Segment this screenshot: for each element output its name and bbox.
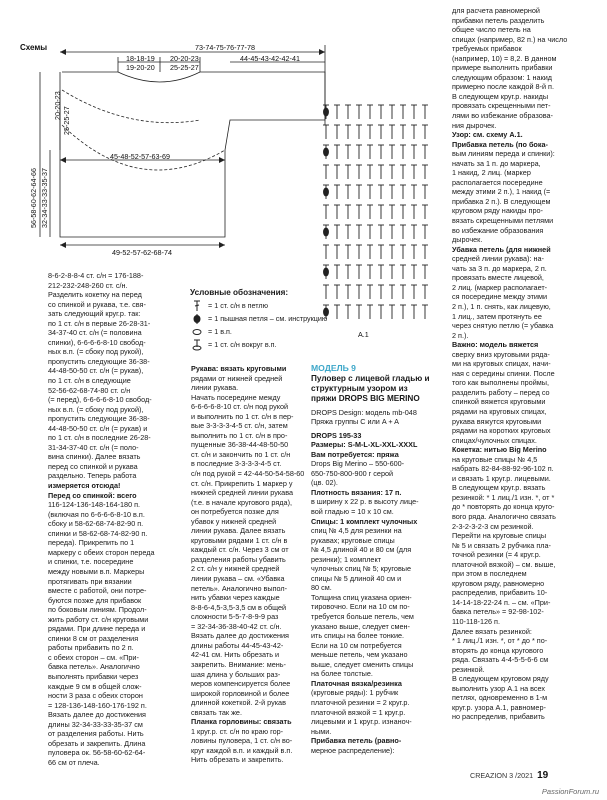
text-line: вые 3-3-3-3-4-5 ст. с/н, затем <box>191 421 288 431</box>
text-line: выполнить узор A.1 на всех <box>452 683 546 693</box>
design-line: DROPS Design: модель mb-048 <box>311 407 417 417</box>
legend-text: = 1 ст. с/н в петлю <box>208 301 269 310</box>
text-line: платочной вязкой = 1 круг.р. <box>311 707 406 717</box>
page-number: 19 <box>537 770 549 781</box>
text-line: Перед со спинкой: всего <box>48 490 137 500</box>
text-line: сложности 5-5-7-8-9-9 раз <box>191 612 279 622</box>
watermark: PassionForum.ru <box>541 787 599 796</box>
text-line: между новыми в.п. Маркеры <box>48 566 145 576</box>
text-line: ных в.п. (= сбоку под рукой), <box>48 404 144 414</box>
text-line: 1 лиц., затем протянуть ее <box>452 311 542 321</box>
text-line: Разделить кокетку на перед <box>48 290 142 300</box>
text-line: круговом ряду накиды про- <box>452 206 543 216</box>
text-line: спицы № 5 длиной 40 см и <box>311 573 402 583</box>
text-line: 650-750-800-900 г серой <box>311 468 394 478</box>
text-line: Вязать далее до достижения <box>191 631 289 641</box>
text-line: прибавка 2 п.). В следующем <box>452 196 551 206</box>
text-line: 6-6-6-6-8-10 ст. с/н под рукой <box>191 402 289 412</box>
text-line: чулочных спиц № 5; круговые <box>311 564 412 574</box>
text-line: рядами на круговых спицах, <box>452 406 547 416</box>
chart-puff <box>324 188 329 196</box>
text-line: между этими 2 п.), 1 накид (= <box>452 187 551 197</box>
text-line: обрезать и закрепить. Длина <box>48 738 146 748</box>
text-line: Прибавка петель (по бока- <box>452 139 548 149</box>
text-line: буются позже для прибавок <box>48 595 142 605</box>
text-line: связать так же. <box>191 707 242 717</box>
text-line: 2 п.). <box>452 330 469 340</box>
yoke-height-label-2: 25-25-27 <box>62 106 71 135</box>
text-line: лицевыми и 1 круг.р. изнаноч- <box>311 717 412 727</box>
total-length-label: 56-58-60-62-64-66 <box>29 168 38 228</box>
text-line: линии рукава – см. «Убавка <box>191 574 285 584</box>
text-line: 42-41 см. Нить обрезать и <box>191 650 280 660</box>
text-line: Важно: модель вяжется <box>452 340 539 350</box>
text-line: до * повторять до конца круго- <box>452 502 555 512</box>
text-line: требуемых прибавок <box>452 44 522 54</box>
text-line: Прибавка петель (равно- <box>311 736 402 746</box>
text-line: 31-34-37-40 ст. с/н (= поло- <box>48 442 139 452</box>
text-line: Рукава: вязать круговыми <box>191 364 287 373</box>
text-line: 2 лиц. (маркер располагает- <box>452 282 548 292</box>
puff-stitch-icon <box>190 313 204 325</box>
text-line: указано выше, следует смен- <box>311 621 410 631</box>
text-line: по 1 ст. с/н в последние 26-28- <box>48 433 151 443</box>
text-line: тировочно. Если на 10 см по- <box>311 602 410 612</box>
text-line: петлях, одновременно в 1-м <box>452 693 548 703</box>
text-line: вина спинки). Далее вязать <box>48 452 141 462</box>
text-line: вторять до конца кругового <box>452 645 544 655</box>
text-line: он потребуется позже для <box>191 507 279 517</box>
text-line: выполнять прибавки через <box>48 671 139 681</box>
text-line: Спицы: 1 комплект чулочных <box>311 516 418 526</box>
hem-width-label: 49-52-57-62-68-74 <box>112 248 172 257</box>
neck-mid-label-1: 20-20-23 <box>170 54 199 63</box>
model-title: Пуловер с лицевой гладью и структурным узором из пряжи DROPS BIG MERINO <box>311 373 430 403</box>
text-line: линии рукава. <box>191 383 239 393</box>
text-line: 8-8-6-4,5-3,5-3,5 см в общей <box>191 602 287 612</box>
text-line: круг.р. узора A.1, равномер- <box>452 702 546 712</box>
text-line: ными. <box>311 726 332 736</box>
text-line: через снятую петлю (= убавка <box>452 321 554 331</box>
text-line: сбоку и 58-62-68-74-82-90 п. <box>48 519 144 529</box>
text-line: Планка горловины: связать <box>191 717 292 727</box>
text-line: ст. с/н и закончить по 1 ст. с/н <box>191 449 291 459</box>
text-line: 80 см. <box>311 583 332 593</box>
text-line: 1 накид, 2 лиц. (маркер <box>452 168 531 178</box>
text-line: рядами от нижней средней <box>191 373 283 383</box>
text-line: круговыми рядами 1 ст. с/н в <box>191 535 288 545</box>
legend-item <box>190 312 355 325</box>
legend-text: = 1 пышная петля – см. инструкцию <box>208 314 328 323</box>
chest-width-label: 45-48-52-57-63-69 <box>110 152 170 161</box>
text-line: того как выполнены проймы, <box>452 378 549 388</box>
text-line: Плотность вязания: 17 п. <box>311 487 402 497</box>
text-line: от разделения работы. Нить <box>48 729 144 739</box>
text-line: вого ряда. Аналогично связать <box>452 511 556 521</box>
text-line: спицах/чулочных спицах. <box>452 435 537 445</box>
text-line: Нить обрезать и закрепить. <box>191 755 284 765</box>
text-line: выше, следует сменить спицы <box>311 659 414 669</box>
text-line: распределив, прибавить 10- <box>452 588 548 598</box>
text-line: пропустить следующие 36-38- <box>48 356 150 366</box>
text-line: (= перед), 6-6-6-6-8-10 свобод- <box>48 395 152 405</box>
text-line: ст. с/н. Прикрепить 1 маркер у <box>191 478 293 488</box>
text-column-4 <box>452 6 576 722</box>
text-line: общее число петель на <box>452 25 531 35</box>
text-line: 52-56-62-68-74-80 ст. с/н <box>48 385 131 395</box>
text-line: меров компенсируется более <box>191 679 291 689</box>
legend-item <box>190 338 355 351</box>
text-line: ся посередине между этими <box>452 292 548 302</box>
text-line: линии рукава. Далее вязать <box>191 526 286 536</box>
text-line: 34-37-40 ст. с/н (= половина <box>48 328 142 338</box>
text-line: ных в.п. (= сбоку под рукой), <box>48 347 144 357</box>
legend-item <box>190 325 355 338</box>
text-line: 2 п.), 1 п. снять, как лицевую, <box>452 301 551 311</box>
text-line: провязать вместе лицевой, <box>452 273 544 283</box>
legend-text: = 1 ст. с/н вокруг в.п. <box>208 340 277 349</box>
text-line: разделить работу – перед со <box>452 387 550 397</box>
text-line: ми на круговых спицах, начи- <box>452 359 551 369</box>
text-line: (круговые ряды): 1 рубчик <box>311 688 399 698</box>
neck-mid-label-2: 25-25-27 <box>170 63 199 72</box>
text-line: ния дырочек. <box>452 120 497 130</box>
col3-body <box>311 440 435 755</box>
text-line: ности 3 раза с обеих сторон <box>48 691 143 701</box>
schema-title: Схемы <box>20 43 48 52</box>
text-line: вым линиям переда и спинки): <box>452 149 555 159</box>
text-line: спинкой вяжется круговыми <box>452 397 546 407</box>
text-line: рукава вяжутся круговыми <box>452 416 542 426</box>
text-line: 116-124-136-148-164-180 п. <box>48 500 141 510</box>
text-line: разделения работы убавить <box>191 554 286 564</box>
chart-label: A.1 <box>358 330 369 339</box>
text-line: Если на 10 см потребуется <box>311 640 402 650</box>
text-line: резинкой: * 1 лиц./1 изн. *, от * <box>452 492 555 502</box>
text-line: лями во избежание образова- <box>452 111 553 121</box>
text-line: круг каждой в.п. и каждый в.п. <box>191 745 293 755</box>
page-footer <box>470 770 548 781</box>
text-line: точной резинки (= 4 круг.р. <box>452 550 541 560</box>
text-line: во избежание образования <box>452 225 544 235</box>
text-line: спицах (например, 82 п.) на число <box>452 34 568 44</box>
text-line: в ширину x 22 р. в высоту лице- <box>311 497 419 507</box>
legend-title: Условные обозначения: <box>190 288 289 297</box>
text-line: длины работы 44-45-43-42- <box>191 640 284 650</box>
text-line: № 4,5 длиной 40 и 80 см (для <box>311 545 412 555</box>
text-line: Платочная вязка/резинка <box>311 678 402 688</box>
text-line: спинки и 58-62-68-74-82-90 п. <box>48 528 148 538</box>
text-line: платочной резинки = 2 круг.р. <box>311 697 410 707</box>
text-line: Начать посередине между <box>191 392 281 402</box>
text-line: на более толстые. <box>311 669 373 679</box>
chart-puff <box>324 268 329 276</box>
text-line: рукавах; круговые спицы <box>311 535 395 545</box>
text-line: располагается посередине <box>452 177 543 187</box>
text-line: средней линии рукава): на- <box>452 254 544 264</box>
text-line: = 32-34-36-38-40-42 ст. с/н. <box>191 621 282 631</box>
text-line: зать следующий круг.р. так: <box>48 309 141 319</box>
text-line: убавок у нижней средней <box>191 516 277 526</box>
text-line: длинной кокеткой. 2-й рукав <box>191 698 286 708</box>
text-line: со спинкой и рукава, т.е. свя- <box>48 299 146 309</box>
text-line: № 5 и связать 2 рубчика пла- <box>452 540 551 550</box>
text-line: * 1 лиц./1 изн. *, от * до * по- <box>452 636 548 646</box>
text-line: В следующем круг.р. вязать <box>452 483 546 493</box>
text-line: бавка петель». Аналогично <box>48 662 140 672</box>
text-line: при этом в последнем <box>452 569 527 579</box>
text-line: петель». Аналогично выпол- <box>191 583 288 593</box>
text-line: переда). Прикрепить по 1 <box>48 538 135 548</box>
text-line: Толщина спиц указана ориен- <box>311 592 412 602</box>
text-line: по 1 ст. с/н в первые 26-28-31- <box>48 318 151 328</box>
text-line: 1 круг.р. ст. с/н по краю гор- <box>191 726 284 736</box>
text-line: платочной вязкой) – см. выше, <box>452 559 556 569</box>
yoke-height-label-1: 20-20-23 <box>53 91 62 120</box>
body-length-label: 32-34-33-33-35-37 <box>40 168 49 228</box>
legend <box>190 288 355 351</box>
text-line: измеряется отсюда! <box>48 481 121 491</box>
text-line: работы прибавить по 2 п. <box>48 643 134 653</box>
text-line: нить убавки через каждые <box>191 593 280 603</box>
text-line: для расчета равномерной <box>452 6 540 15</box>
text-line: примере выполнить прибавки <box>452 63 553 73</box>
text-line: (например, 10) = 8,2. В данном <box>452 53 557 63</box>
text-line: Вязать далее до достижения <box>48 710 146 720</box>
text-line: длины 32-34-33-33-35-37 см <box>48 719 143 729</box>
text-line: резинкой. <box>452 664 485 674</box>
chain-stitch-icon <box>190 326 204 338</box>
text-line: вязать скрещенными петлями <box>452 216 554 226</box>
text-line: В следующем круг.р. накиды <box>452 91 549 101</box>
text-line: закрепить. Внимание: мень- <box>191 659 286 669</box>
chart-puff <box>324 148 329 156</box>
text-line: (цв. 02). <box>311 478 338 488</box>
text-line: (т.е. в начале кругового ряда), <box>191 497 293 507</box>
text-line: нижней средней линии рукава <box>191 488 294 498</box>
text-line: жить работу ст. с/н круговыми <box>48 614 149 624</box>
text-line: сверху вниз круговыми ряда- <box>452 349 550 359</box>
text-line: примерно после каждой 8-й п. <box>452 82 554 92</box>
text-line: 110-118-126 п. <box>452 617 500 626</box>
text-line: Вам потребуется: пряжа <box>311 449 399 459</box>
text-line: ряда. Связать 4-4-5-5-6-6 см <box>452 655 549 665</box>
yarn-group-line: Пряжа группы C или A + A <box>311 417 400 427</box>
text-line: Далее вязать резинкой: <box>452 626 532 636</box>
text-line: на круговые спицы № 4,5 <box>452 454 538 464</box>
text-line: маркеру с обеих сторон переда <box>48 547 155 557</box>
text-line: набрать 82-84-88-92-96-102 п. <box>452 464 554 474</box>
text-column-2 <box>191 364 307 765</box>
text-line: и спинки, т.е. посередине <box>48 557 134 567</box>
text-line: каждые 9 см в общей слож- <box>48 681 142 691</box>
text-column-3 <box>311 364 435 755</box>
drops-code: DROPS 195-33 <box>311 430 362 440</box>
text-line: ить спицы на более тонкие. <box>311 631 405 641</box>
text-line: Размеры: S-M-L-XL-XXL-XXXL <box>311 440 418 450</box>
text-line: протягивать при вязании <box>48 576 132 586</box>
text-line: мерное распределение): <box>311 745 395 755</box>
text-line: пуловера ок. 56-58-60-62-64- <box>48 748 146 758</box>
dc-around-chain-icon <box>190 339 204 351</box>
text-line: 212-232-248-260 ст. с/н. <box>48 280 128 290</box>
text-line: Drops Big Merino – 550-600- <box>311 459 405 469</box>
magazine-name: CREAZION 3 /2021 <box>470 771 534 780</box>
text-line: чать за 3 п. до маркера, 2 п. <box>452 263 547 273</box>
text-line: 14-14-18-22-24 п. – см. «При- <box>452 597 551 607</box>
text-line: с/н под рукой = 42-44-50-54-58-60 <box>191 469 305 479</box>
text-line: вместе с работой, они потре- <box>48 586 147 596</box>
text-line: меньше петель, чем указано <box>311 650 408 660</box>
text-line: и связать 1 круг.р. лицевыми. <box>452 473 551 483</box>
text-line: шая длина у больших раз- <box>191 669 281 679</box>
text-line: бавка петель» = 92-98-102- <box>452 607 544 617</box>
legend-text: = 1 в.п. <box>208 327 232 336</box>
text-line: 44-48-50-50 ст. с/н (= рукав) и <box>48 423 148 433</box>
text-line: прибавки петель разделить <box>452 15 545 25</box>
text-line: требуется больше петель, чем <box>311 612 414 622</box>
text-line: Перейти на круговые спицы <box>452 531 547 541</box>
text-line: В следующем круговом ряду <box>452 674 549 684</box>
top-width-label: 73-74-75-76-77-78 <box>195 43 255 52</box>
text-line: = 128-136-148-160-176-192 п. <box>48 700 147 710</box>
text-line: ная с середины спинки. После <box>452 368 555 378</box>
text-line: 66 см от плеча. <box>48 757 100 767</box>
text-line: резинки); 1 комплект <box>311 554 382 564</box>
text-line: спинки), 6-6-6-6-8-10 свобод- <box>48 337 146 347</box>
chart-puff <box>324 108 329 116</box>
text-line: провязать скрещенными пет- <box>452 101 551 111</box>
text-line: 44-48-50-50 ст. с/н (= рукав), <box>48 366 144 376</box>
text-line: по 1 ст. с/н в следующие <box>48 376 131 386</box>
text-line: спиц № 4,5 для резинки на <box>311 526 402 536</box>
text-line: Узор: см. схему A.1. <box>452 130 523 140</box>
text-line: рядами на коротких круговых <box>452 426 551 436</box>
text-line: ловины пуловера, 1 ст. с/н во- <box>191 736 293 746</box>
text-line: вой гладью = 10 x 10 см. <box>311 507 394 517</box>
text-line: по боковым линиям. Продол- <box>48 605 147 615</box>
text-line: (включая по 6-6-6-6-8-10 в.п. <box>48 509 145 519</box>
model-number: МОДЕЛЬ 9 <box>311 363 356 373</box>
text-line: выполнить по 1 ст. с/н в про- <box>191 430 288 440</box>
text-line: дырочек. <box>452 235 483 245</box>
text-line: следующим образом: 1 накид <box>452 72 553 82</box>
text-line: в последние 3-3-3-3-4-5 ст. <box>191 459 282 469</box>
text-line: пропустить следующие 36-38- <box>48 414 150 424</box>
text-line: 2-3-2-3-2-3 см резинкой. <box>452 521 534 531</box>
text-line: каждый ст. с/н. Через 3 см от <box>191 545 289 555</box>
text-line: спинки 8 см от разделения <box>48 633 139 643</box>
text-line: пущенные 36-38-44-48-50-50 <box>191 440 289 450</box>
text-line: перед со спинкой и рукава <box>48 461 138 471</box>
text-line: Убавка петель (для нижней <box>452 244 551 254</box>
text-line: Кокетка: нитью Big Merino <box>452 445 547 455</box>
legend-item <box>190 299 355 312</box>
text-line: но распределив, прибавить <box>452 712 545 722</box>
neck-width-label-1: 18-18-19 <box>126 54 155 63</box>
text-line: 2 ст. с/н у нижней средней <box>191 564 280 574</box>
chart-puff <box>324 228 329 236</box>
text-line: и выполнить по 1 ст. с/н в пер- <box>191 411 294 421</box>
text-column-1 <box>48 271 188 767</box>
text-line: широкой горловиной и более <box>191 688 290 698</box>
shoulder-width-label: 44-45-43-42-42-41 <box>240 54 300 63</box>
text-line: с обеих сторон – см. «При- <box>48 652 139 662</box>
text-line: круговом ряду, равномерно <box>452 578 545 588</box>
neck-width-label-2: 19-20-20 <box>126 63 155 72</box>
text-line: рядами. При длине переда и <box>48 624 146 634</box>
text-line: начать за 1 п. до маркера, <box>452 158 541 168</box>
text-line: раздельно. Теперь работа <box>48 471 137 481</box>
text-line: 8-6-2-8-8-4 ст. с/н = 176-188- <box>48 271 144 280</box>
dc-symbol-icon <box>190 300 204 312</box>
